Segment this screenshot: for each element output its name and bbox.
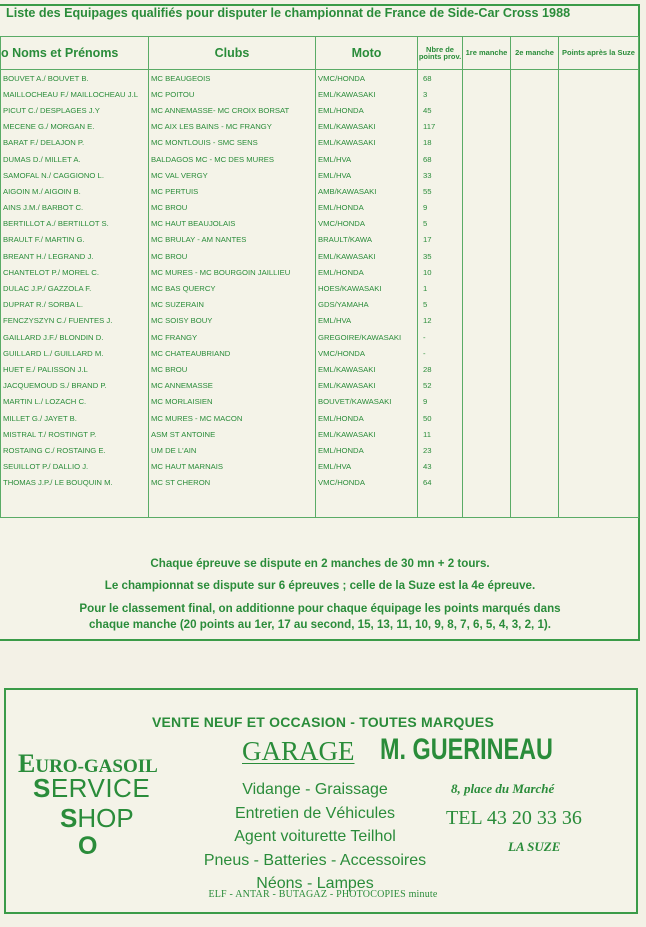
- brands-line: ELF - ANTAR - BUTAGAZ - PHOTOCOPIES minute: [208, 889, 438, 900]
- race1-cell: [463, 216, 511, 232]
- after-cell: [559, 280, 639, 296]
- moto-cell: EML/HONDA: [316, 442, 418, 458]
- club-cell: MC PERTUIS: [149, 183, 316, 199]
- race2-cell: [511, 345, 559, 361]
- after-cell: [559, 329, 639, 345]
- garage-word: GARAGE: [242, 736, 355, 766]
- race1-cell: [463, 345, 511, 361]
- race1-cell: [463, 410, 511, 426]
- table-row: [1, 410, 639, 426]
- crew-cell: GAILLARD J.F./ BLONDIN D.: [1, 329, 149, 345]
- services-list: [170, 778, 460, 896]
- col-header-crew: o Noms et Prénoms: [1, 37, 149, 70]
- race1-cell: [463, 394, 511, 410]
- points-cell: 68: [418, 151, 463, 167]
- empty-cell: [316, 491, 418, 518]
- after-cell: [559, 475, 639, 491]
- rules-notes: [0, 557, 640, 632]
- after-cell: [559, 167, 639, 183]
- race1-cell: [463, 86, 511, 102]
- table-row: [1, 167, 639, 183]
- club-cell: MC FRANGY: [149, 329, 316, 345]
- moto-cell: VMC/HONDA: [316, 345, 418, 361]
- points-cell: 33: [418, 167, 463, 183]
- race1-cell: [463, 329, 511, 345]
- table-row: [1, 248, 639, 264]
- race2-cell: [511, 394, 559, 410]
- race2-cell: [511, 200, 559, 216]
- table-row: [1, 394, 639, 410]
- moto-cell: HOES/KAWASAKI: [316, 280, 418, 296]
- crew-cell: MECENE G./ MORGAN E.: [1, 119, 149, 135]
- crew-cell: MARTIN L./ LOZACH C.: [1, 394, 149, 410]
- club-cell: MC BEAUGEOIS: [149, 70, 316, 87]
- moto-cell: GDS/YAMAHA: [316, 297, 418, 313]
- col-header-club: Clubs: [149, 37, 316, 70]
- race1-cell: [463, 119, 511, 135]
- crew-cell: CHANTELOT P./ MOREL C.: [1, 264, 149, 280]
- crew-cell: BARAT F./ DELAJON P.: [1, 135, 149, 151]
- race1-cell: [463, 183, 511, 199]
- points-cell: 43: [418, 459, 463, 475]
- club-cell: MC ANNEMASSE: [149, 378, 316, 394]
- race1-cell: [463, 167, 511, 183]
- club-cell: MC BAS QUERCY: [149, 280, 316, 296]
- moto-cell: EML/HONDA: [316, 264, 418, 280]
- moto-cell: EML/KAWASAKI: [316, 135, 418, 151]
- ad-headline: VENTE NEUF ET OCCASION - TOUTES MARQUES: [151, 714, 494, 730]
- moto-cell: EML/KAWASAKI: [316, 119, 418, 135]
- points-cell: 9: [418, 200, 463, 216]
- moto-cell: BOUVET/KAWASAKI: [316, 394, 418, 410]
- race2-cell: [511, 426, 559, 442]
- race2-cell: [511, 378, 559, 394]
- crew-cell: FENCZYSZYN C./ FUENTES J.: [1, 313, 149, 329]
- points-cell: 50: [418, 410, 463, 426]
- after-cell: [559, 135, 639, 151]
- race1-cell: [463, 426, 511, 442]
- club-cell: MC MURES - MC BOURGOIN JAILLIEU: [149, 264, 316, 280]
- after-cell: [559, 200, 639, 216]
- points-cell: 9: [418, 394, 463, 410]
- points-cell: 52: [418, 378, 463, 394]
- moto-cell: AMB/KAWASAKI: [316, 183, 418, 199]
- moto-cell: EML/HVA: [316, 167, 418, 183]
- moto-cell: EML/KAWASAKI: [316, 86, 418, 102]
- table-row: [1, 70, 639, 87]
- crew-cell: AIGOIN M./ AIGOIN B.: [1, 183, 149, 199]
- race2-cell: [511, 167, 559, 183]
- points-cell: 117: [418, 119, 463, 135]
- empty-cell: [463, 491, 511, 518]
- club-cell: MC BRULAY - AM NANTES: [149, 232, 316, 248]
- points-cell: 23: [418, 442, 463, 458]
- table-row: [1, 119, 639, 135]
- after-cell: [559, 151, 639, 167]
- service-item: Entretien de Véhicules: [234, 804, 396, 822]
- points-cell: 68: [418, 70, 463, 87]
- address: 8, place du Marché: [451, 781, 555, 796]
- crew-cell: ROSTAING C./ ROSTAING E.: [1, 442, 149, 458]
- moto-cell: BRAULT/KAWA: [316, 232, 418, 248]
- race1-cell: [463, 280, 511, 296]
- empty-cell: [1, 491, 149, 518]
- race2-cell: [511, 459, 559, 475]
- moto-cell: VMC/HONDA: [316, 70, 418, 87]
- after-cell: [559, 86, 639, 102]
- after-cell: [559, 102, 639, 118]
- table-row: [1, 232, 639, 248]
- race1-cell: [463, 264, 511, 280]
- table-row: [1, 183, 639, 199]
- crew-cell: JACQUEMOUD S./ BRAND P.: [1, 378, 149, 394]
- race2-cell: [511, 361, 559, 377]
- points-cell: 45: [418, 102, 463, 118]
- table-row: [1, 86, 639, 102]
- race2-cell: [511, 264, 559, 280]
- crew-table: [0, 36, 639, 518]
- table-row: [1, 151, 639, 167]
- race2-cell: [511, 151, 559, 167]
- euro-gasoil-logo: EURO-GASOIL: [18, 749, 158, 778]
- table-row: [1, 313, 639, 329]
- club-cell: MC BROU: [149, 200, 316, 216]
- race2-cell: [511, 70, 559, 87]
- moto-cell: EML/HVA: [316, 313, 418, 329]
- points-cell: 18: [418, 135, 463, 151]
- table-row: [1, 378, 639, 394]
- points-cell: 11: [418, 426, 463, 442]
- points-cell: 3: [418, 86, 463, 102]
- service-item: Pneus - Batteries - Accessoires: [203, 851, 427, 869]
- crew-cell: DUPRAT R./ SORBA L.: [1, 297, 149, 313]
- race1-cell: [463, 442, 511, 458]
- crew-cell: MAILLOCHEAU F./ MAILLOCHEAU J.L: [1, 86, 149, 102]
- club-cell: MC POITOU: [149, 86, 316, 102]
- moto-cell: EML/HVA: [316, 459, 418, 475]
- table-row: [1, 102, 639, 118]
- service-item: Agent voiturette Teilhol: [234, 828, 396, 845]
- col-header-after: Points après la Suze: [559, 37, 639, 70]
- crew-cell: HUET E./ PALISSON J.L: [1, 361, 149, 377]
- empty-cell: [511, 491, 559, 518]
- points-cell: 5: [418, 216, 463, 232]
- race2-cell: [511, 442, 559, 458]
- table-row: [1, 280, 639, 296]
- race1-cell: [463, 361, 511, 377]
- club-cell: MC MORLAISIEN: [149, 394, 316, 410]
- after-cell: [559, 426, 639, 442]
- moto-cell: EML/KAWASAKI: [316, 361, 418, 377]
- note-line-3: Pour le classement final, on additionne pour chaque équipage les points marqués dans: [79, 602, 561, 615]
- phone-number: TEL 43 20 33 36: [446, 807, 582, 829]
- club-cell: MC VAL VERGY: [149, 167, 316, 183]
- club-cell: MC BROU: [149, 248, 316, 264]
- race1-cell: [463, 102, 511, 118]
- table-row: [1, 475, 639, 491]
- after-cell: [559, 345, 639, 361]
- crew-cell: PICUT C./ DESPLAGES J.Y: [1, 102, 149, 118]
- moto-cell: EML/KAWASAKI: [316, 248, 418, 264]
- after-cell: [559, 216, 639, 232]
- race2-cell: [511, 475, 559, 491]
- crew-cell: MILLET G./ JAYET B.: [1, 410, 149, 426]
- race2-cell: [511, 329, 559, 345]
- table-row-empty: [1, 491, 639, 518]
- club-cell: MC SOISY BOUY: [149, 313, 316, 329]
- moto-cell: EML/KAWASAKI: [316, 426, 418, 442]
- moto-cell: VMC/HONDA: [316, 475, 418, 491]
- after-cell: [559, 459, 639, 475]
- club-cell: MC ST CHERON: [149, 475, 316, 491]
- club-cell: MC CHATEAUBRIAND: [149, 345, 316, 361]
- after-cell: [559, 248, 639, 264]
- service-item: Vidange - Graissage: [242, 781, 388, 798]
- empty-cell: [418, 491, 463, 518]
- after-cell: [559, 313, 639, 329]
- crew-cell: BRAULT F./ MARTIN G.: [1, 232, 149, 248]
- table-row: [1, 135, 639, 151]
- moto-cell: EML/HONDA: [316, 102, 418, 118]
- after-cell: [559, 183, 639, 199]
- race1-cell: [463, 232, 511, 248]
- after-cell: [559, 378, 639, 394]
- moto-cell: EML/HONDA: [316, 200, 418, 216]
- service-item: Néons - Lampes: [256, 875, 374, 892]
- after-cell: [559, 264, 639, 280]
- club-cell: MC BROU: [149, 361, 316, 377]
- table-row: [1, 426, 639, 442]
- moto-cell: EML/HVA: [316, 151, 418, 167]
- after-cell: [559, 70, 639, 87]
- crew-cell: THOMAS J.P./ LE BOUQUIN M.: [1, 475, 149, 491]
- moto-cell: VMC/HONDA: [316, 216, 418, 232]
- race2-cell: [511, 280, 559, 296]
- crew-cell: SEUILLOT P./ DALLIO J.: [1, 459, 149, 475]
- col-header-race2: 2e manche: [511, 37, 559, 70]
- after-cell: [559, 119, 639, 135]
- after-cell: [559, 297, 639, 313]
- points-cell: 10: [418, 264, 463, 280]
- race1-cell: [463, 475, 511, 491]
- town-name: LA SUZE: [508, 839, 561, 854]
- race2-cell: [511, 410, 559, 426]
- points-cell: 17: [418, 232, 463, 248]
- table-row: [1, 345, 639, 361]
- race1-cell: [463, 297, 511, 313]
- crew-cell: SAMOFAL N./ CAGGIONO L.: [1, 167, 149, 183]
- race2-cell: [511, 86, 559, 102]
- col-header-moto: Moto: [316, 37, 418, 70]
- points-cell: 64: [418, 475, 463, 491]
- points-cell: 55: [418, 183, 463, 199]
- club-cell: MC MURES - MC MACON: [149, 410, 316, 426]
- race1-cell: [463, 200, 511, 216]
- crew-cell: BERTILLOT A./ BERTILLOT S.: [1, 216, 149, 232]
- crew-cell: DUMAS D./ MILLET A.: [1, 151, 149, 167]
- club-cell: BALDAGOS MC - MC DES MURES: [149, 151, 316, 167]
- club-cell: MC AIX LES BAINS - MC FRANGY: [149, 119, 316, 135]
- table-row: [1, 442, 639, 458]
- table-row: [1, 200, 639, 216]
- note-line-4: chaque manche (20 points au 1er, 17 au second, 15, 13, 11, 10, 9, 8, 7, 6, 5, 4, 3, 2, 1).: [88, 617, 552, 631]
- note-line-1: Chaque épreuve se dispute en 2 manches de 30 mn + 2 tours.: [150, 557, 490, 570]
- points-cell: -: [418, 329, 463, 345]
- moto-cell: EML/KAWASAKI: [316, 378, 418, 394]
- race1-cell: [463, 135, 511, 151]
- race1-cell: [463, 70, 511, 87]
- club-cell: ASM ST ANTOINE: [149, 426, 316, 442]
- club-cell: MC SUZERAIN: [149, 297, 316, 313]
- points-cell: 5: [418, 297, 463, 313]
- page-title: Liste des Equipages qualifiés pour disputer le championnat de France de Side-Car Cross 1988: [6, 6, 571, 20]
- empty-cell: [149, 491, 316, 518]
- col-header-points: Nbre de points prov.: [418, 37, 463, 70]
- race2-cell: [511, 313, 559, 329]
- race1-cell: [463, 313, 511, 329]
- table-row: [1, 216, 639, 232]
- after-cell: [559, 232, 639, 248]
- race2-cell: [511, 135, 559, 151]
- points-cell: 1: [418, 280, 463, 296]
- service-word: SERVICE: [33, 773, 151, 803]
- owner-name: M. GUERINEAU: [380, 733, 553, 766]
- shop-word: SHOP: [60, 803, 134, 833]
- points-cell: -: [418, 345, 463, 361]
- crew-cell: AINS J.M./ BARBOT C.: [1, 200, 149, 216]
- table-row: [1, 459, 639, 475]
- table-header: [1, 37, 639, 70]
- race2-cell: [511, 183, 559, 199]
- table-row: [1, 361, 639, 377]
- table-row: [1, 264, 639, 280]
- race1-cell: [463, 459, 511, 475]
- club-cell: MC HAUT MARNAIS: [149, 459, 316, 475]
- race2-cell: [511, 232, 559, 248]
- after-cell: [559, 394, 639, 410]
- race2-cell: [511, 248, 559, 264]
- after-cell: [559, 442, 639, 458]
- crew-cell: BREANT H./ LEGRAND J.: [1, 248, 149, 264]
- crew-cell: DULAC J.P./ GAZZOLA F.: [1, 280, 149, 296]
- moto-cell: EML/HONDA: [316, 410, 418, 426]
- race1-cell: [463, 151, 511, 167]
- points-cell: 12: [418, 313, 463, 329]
- points-cell: 35: [418, 248, 463, 264]
- race1-cell: [463, 378, 511, 394]
- table-body: [1, 70, 639, 518]
- crew-cell: BOUVET A./ BOUVET B.: [1, 70, 149, 87]
- zero-mark: O: [78, 832, 98, 860]
- club-cell: MC MONTLOUIS - SMC SENS: [149, 135, 316, 151]
- table-row: [1, 329, 639, 345]
- race1-cell: [463, 248, 511, 264]
- after-cell: [559, 361, 639, 377]
- after-cell: [559, 410, 639, 426]
- club-cell: MC ANNEMASSE- MC CROIX BORSAT: [149, 102, 316, 118]
- crew-cell: MISTRAL T./ ROSTINGT P.: [1, 426, 149, 442]
- points-cell: 28: [418, 361, 463, 377]
- crew-cell: GUILLARD L./ GUILLARD M.: [1, 345, 149, 361]
- race2-cell: [511, 216, 559, 232]
- moto-cell: GREGOIRE/KAWASAKI: [316, 329, 418, 345]
- table-row: [1, 297, 639, 313]
- race2-cell: [511, 297, 559, 313]
- race2-cell: [511, 119, 559, 135]
- race2-cell: [511, 102, 559, 118]
- col-header-race1: 1re manche: [463, 37, 511, 70]
- empty-cell: [559, 491, 639, 518]
- note-line-2: Le championnat se dispute sur 6 épreuves ; celle de la Suze est la 4e épreuve.: [104, 579, 536, 592]
- club-cell: UM DE L'AIN: [149, 442, 316, 458]
- club-cell: MC HAUT BEAUJOLAIS: [149, 216, 316, 232]
